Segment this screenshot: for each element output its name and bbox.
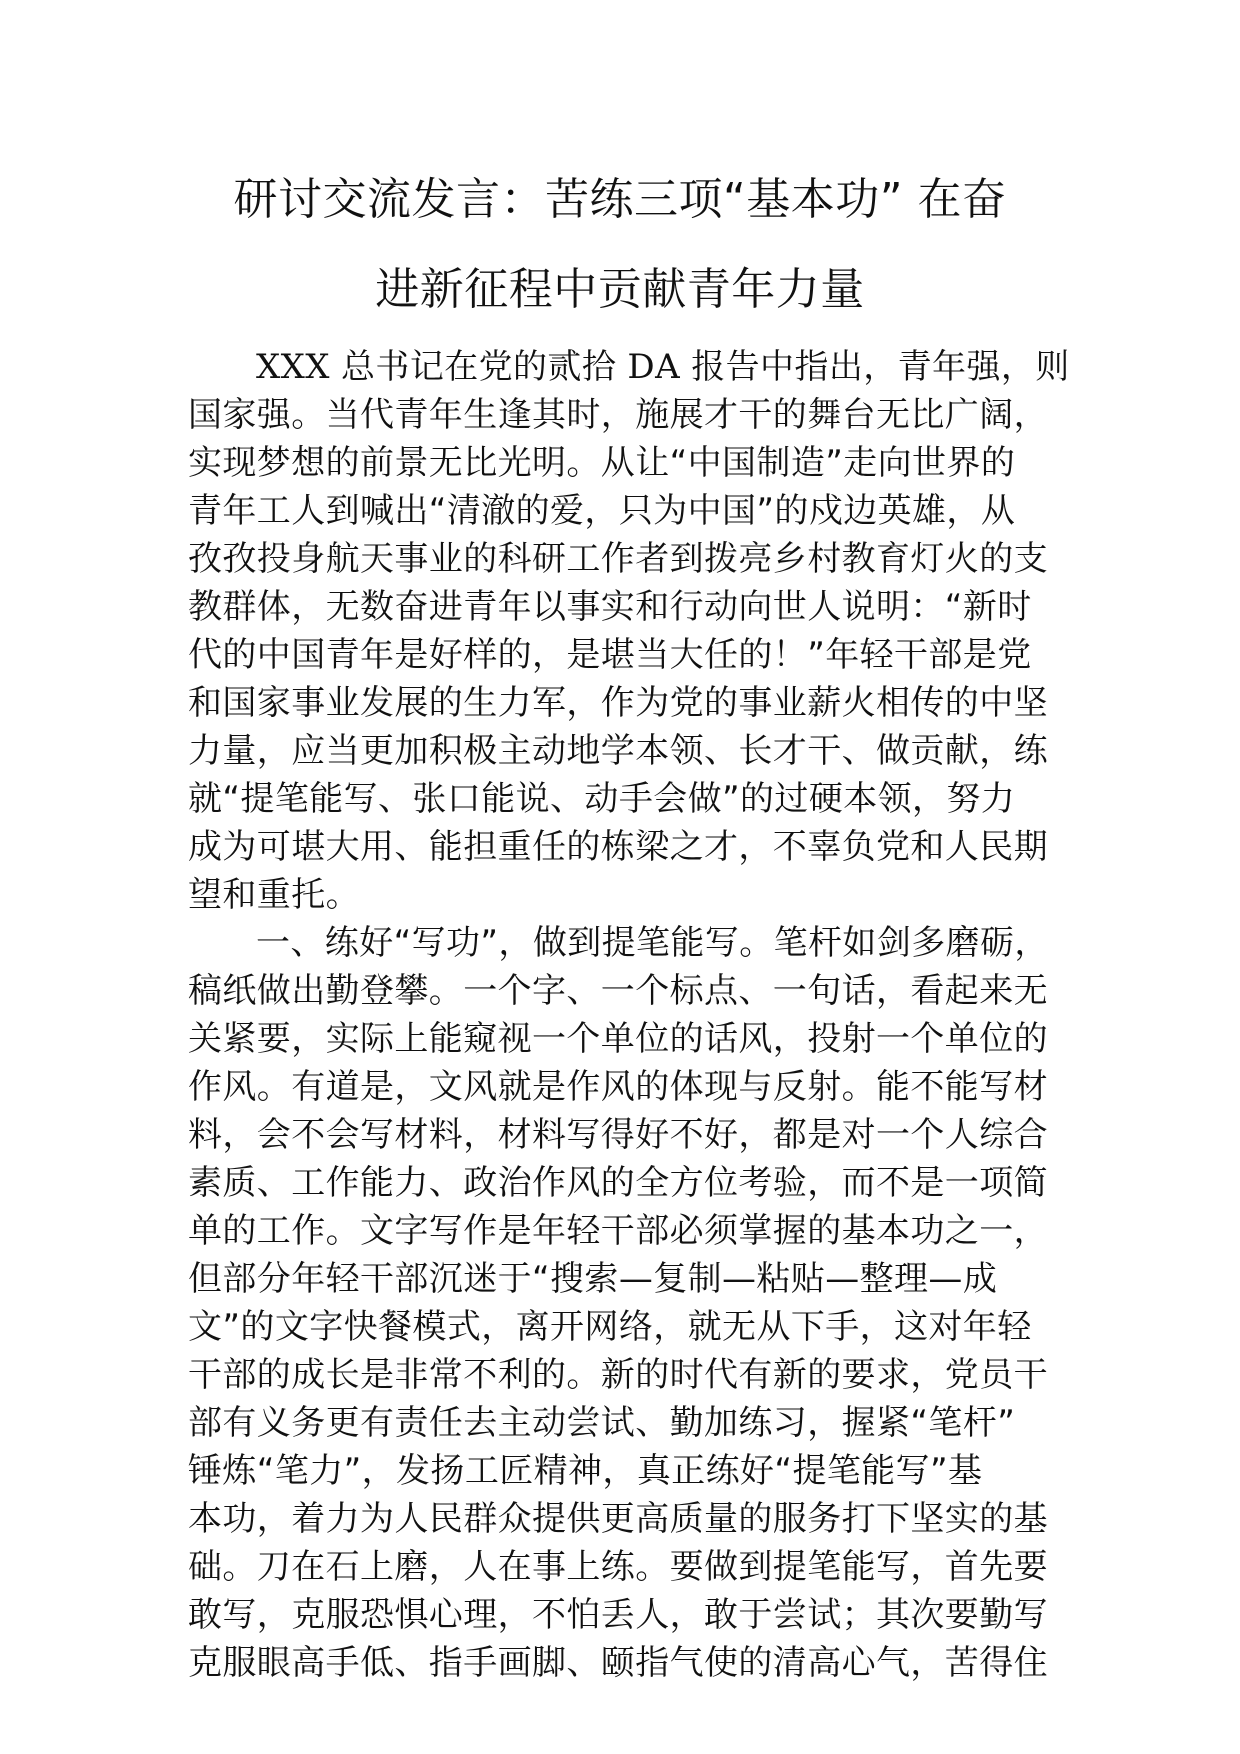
paragraph-line: 教群体，无数奋进青年以事实和行动向世人说明：“新时 [188,587,1032,627]
paragraph-line: 干部的成长是非常不利的。新的时代有新的要求，党员干 [188,1355,1048,1395]
paragraph-line: 文”的文字快餐模式，离开网络，就无从下手，这对年轻 [188,1307,1032,1347]
paragraph-line: 就“提笔能写、张口能说、动手会做”的过硬本领，努力 [188,779,1016,819]
paragraph-line: 稿纸做出勤登攀。一个字、一个标点、一句话，看起来无 [188,971,1048,1011]
paragraph-line: 成为可堪大用、能担重任的栋梁之才，不辜负党和人民期 [188,827,1048,867]
paragraph-line: 青年工人到喊出“清澈的爱，只为中国”的戍边英雄，从 [188,491,1016,531]
paragraph-line: 锤炼“笔力”，发扬工匠精神，真正练好“提笔能写”基 [188,1451,983,1491]
paragraph-line: 克服眼高手低、指手画脚、颐指气使的清高心气，苦得住 [188,1643,1048,1683]
document-title-line-1: 研讨交流发言：苦练三项“基本功” 在奋 [233,174,1007,225]
paragraph-line: 素质、工作能力、政治作风的全方位考验，而不是一项简 [188,1163,1048,1203]
document-title-line-2: 进新征程中贡献青年力量 [375,264,865,315]
paragraph-line: 实现梦想的前景无比光明。从让“中国制造”走向世界的 [188,443,1016,483]
paragraph-line: 单的工作。文字写作是年轻干部必须掌握的基本功之一， [188,1211,1048,1251]
paragraph-line: 代的中国青年是好样的，是堪当大任的！”年轻干部是党 [188,635,1032,675]
paragraph-line: 孜孜投身航天事业的科研工作者到拨亮乡村教育灯火的支 [188,539,1048,579]
paragraph-line: 但部分年轻干部沉迷于“搜索—复制—粘贴—整理—成 [188,1259,998,1299]
paragraph-line: 作风。有道是，文风就是作风的体现与反射。能不能写材 [188,1067,1048,1107]
paragraph-line: XXX 总书记在党的贰拾 DA 报告中指出，青年强，则 [256,347,1070,387]
paragraph-line: 力量，应当更加积极主动地学本领、长才干、做贡献，练 [188,731,1048,771]
paragraph-line: 关紧要，实际上能窥视一个单位的话风，投射一个单位的 [188,1019,1048,1059]
document-body [188,343,1068,1687]
section-heading-line: 一、练好“写功”，做到提笔能写。笔杆如剑多磨砺， [256,923,1049,963]
paragraph-line: 部有义务更有责任去主动尝试、勤加练习，握紧“笔杆” [188,1403,1016,1443]
paragraph-line: 国家强。当代青年生逢其时，施展才干的舞台无比广阔， [188,395,1048,435]
paragraph-line: 本功，着力为人民群众提供更高质量的服务打下坚实的基 [188,1499,1048,1539]
paragraph-line: 础。刀在石上磨，人在事上练。要做到提笔能写，首先要 [188,1547,1048,1587]
paragraph-line: 望和重托。 [188,875,360,915]
paragraph-line: 料，会不会写材料，材料写得好不好，都是对一个人综合 [188,1115,1048,1155]
paragraph-line: 和国家事业发展的生力军，作为党的事业薪火相传的中坚 [188,683,1048,723]
paragraph-line: 敢写，克服恐惧心理，不怕丢人，敢于尝试；其次要勤写 [188,1595,1048,1635]
